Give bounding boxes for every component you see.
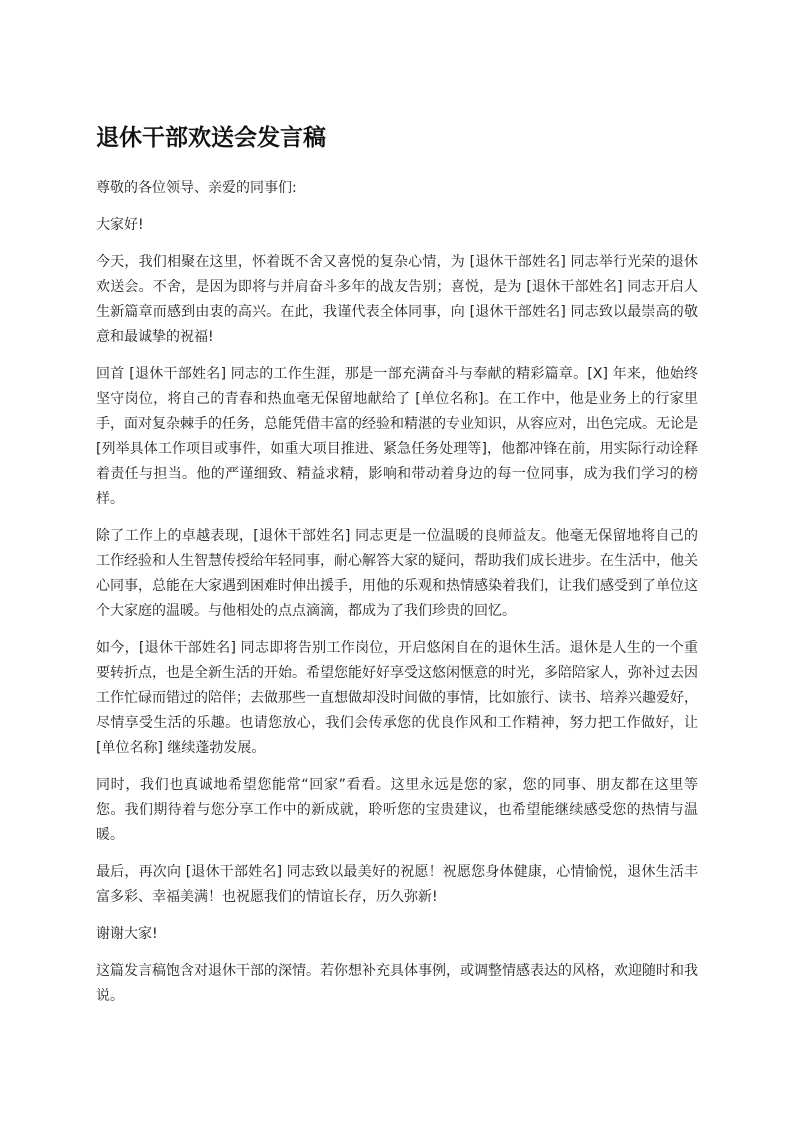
paragraph: 同时，我们也真诚地希望您能常“回家”看看。这里永远是您的家，您的同事、朋友都在这里等您。我们期待着与您分享工作中的新成就，聆听您的宝贵建议，也希望能继续感受您的热情与温暖。	[96, 777, 698, 843]
salutation: 尊敬的各位领导、亲爱的同事们:	[96, 180, 297, 196]
paragraph: 如今，[退休干部姓名] 同志即将告别工作岗位，开启悠闲自在的退休生活。退休是人生的一个重要转折点，也是全新生活的开始。希望您能好好享受这悠闲惬意的时光，多陪陪家人，弥补过去因工作忙碌而错过的陪伴；去做那些一直想做却没时间做的事情，比如旅行、读书、培养兴趣爱好，尽情享受生活的乐趣。也请您放心，我们会传承您的优良作风和工作精神，努力把工作做好，让 [单位名称] 继续蓬勃发展。	[96, 640, 698, 756]
paragraph: 除了工作上的卓越表现，[退休干部姓名] 同志更是一位温暖的良师益友。他毫无保留地将自己的工作经验和人生智慧传授给年轻同事，耐心解答大家的疑问，帮助我们成长进步。在生活中，他关心同事，总能在大家遇到困难时伸出援手，用他的乐观和热情感染着我们，让我们感受到了单位这个大家庭的温暖。与他相处的点点滴滴，都成为了我们珍贵的回忆。	[96, 528, 698, 619]
document-title: 退休干部欢送会发言稿	[96, 125, 326, 151]
footer-note: 这篇发言稿饱含对退休干部的深情。若你想补充具体事例，或调整情感表达的风格，欢迎随时和我说。	[96, 963, 698, 1004]
paragraph: 回首 [退休干部姓名] 同志的工作生涯，那是一部充满奋斗与奉献的精彩篇章。[X] 年来，他始终坚守岗位，将自己的青春和热血毫无保留地献给了 [单位名称]。在工作中，他是业务上的行家里手，面对复杂棘手的任务，总能凭借丰富的经验和精湛的专业知识，从容应对，出色完成。无论是 [列举具体工作项目或事件，如重大项目推进、紧急任务处理等]，他都冲锋在前，用实际行动诠释着责任与担当。他的严谨细致、精益求精，影响和带动着身边的每一位同事，成为我们学习的榜样。	[96, 366, 698, 507]
paragraph: 今天，我们相聚在这里，怀着既不舍又喜悦的复杂心情，为 [退休干部姓名] 同志举行光荣的退休欢送会。不舍，是因为即将与并肩奋斗多年的战友告别；喜悦，是为 [退休干部姓名] 同志开启人生新篇章而感到由衷的高兴。在此，我谨代表全体同事，向 [退休干部姓名] 同志致以最崇高的敬意和最诚挚的祝福!	[96, 254, 698, 345]
greeting: 大家好!	[96, 217, 144, 233]
closing-thanks: 谢谢大家!	[96, 926, 158, 942]
paragraph: 最后，再次向 [退休干部姓名] 同志致以最美好的祝愿！祝愿您身体健康，心情愉悦，退休生活丰富多彩、幸福美满！也祝愿我们的情谊长存，历久弥新!	[96, 864, 698, 905]
